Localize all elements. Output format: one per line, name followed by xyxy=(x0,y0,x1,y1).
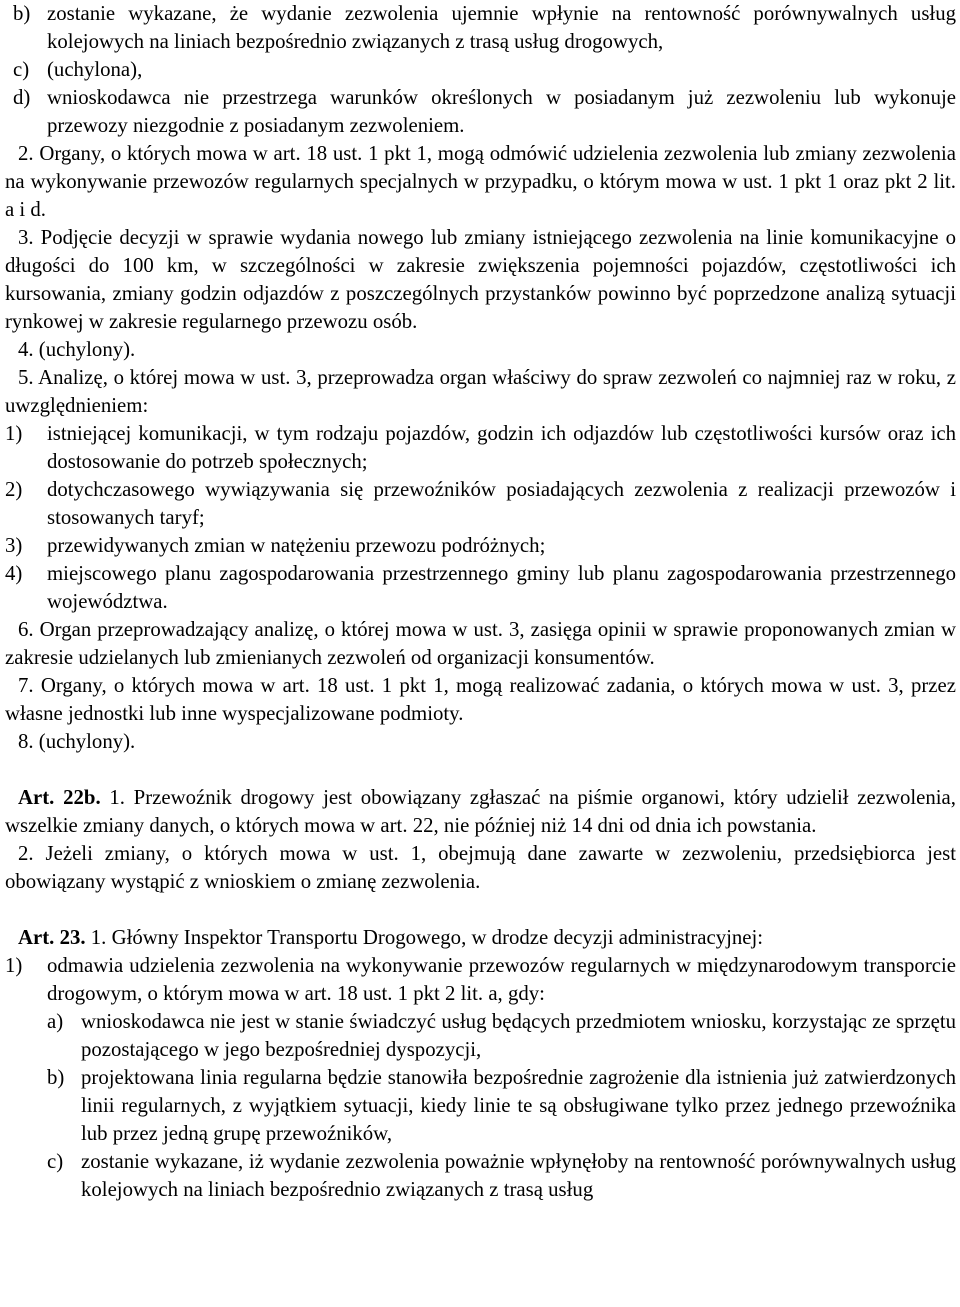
list-item-d xyxy=(5,84,956,140)
list-text: miejscowego planu zagospodarowania przestrzennego gminy lub planu zagospodarowania przestrzennego województwa. xyxy=(47,562,956,613)
list-marker: b) xyxy=(13,2,31,25)
list-text: istniejącej komunikacji, w tym rodzaju pojazdów, godzin ich odjazdów lub częstotliwości kursów oraz ich dostosowanie do potrzeb społecznych; xyxy=(47,422,956,473)
paragraph-ust7: 7. Organy, o których mowa w art. 18 ust. 1 pkt 1, mogą realizować zadania, o których mowa w ust. 3, przez własne jednostki lub inne wyspecjalizowane podmioty. xyxy=(5,674,956,725)
article-heading: Art. 22b. xyxy=(18,786,101,809)
list-marker: 1) xyxy=(5,422,23,445)
list-marker: 3) xyxy=(5,534,23,557)
list-item-c xyxy=(5,56,956,84)
list-marker: 4) xyxy=(5,562,23,585)
list-text: wnioskodawca nie jest w stanie świadczyć usług będących przedmiotem wniosku, korzystając ze sprzętu pozostającego w jego bezpośredniej dyspozycji, xyxy=(81,1010,956,1061)
article-text: 1. Główny Inspektor Transportu Drogowego, w drodze decyzji administracyjnej: xyxy=(90,926,764,949)
paragraph-ust5: 5. Analizę, o której mowa w ust. 3, przeprowadza organ właściwy do spraw zezwoleń co najmniej raz w roku, z uwzględnieniem: xyxy=(5,366,956,417)
list-text: odmawia udzielenia zezwolenia na wykonywanie przewozów regularnych w międzynarodowym transporcie drogowym, o którym mowa w art. 18 ust. 1 pkt 2 lit. a, gdy: xyxy=(47,954,956,1005)
list-text: zostanie wykazane, że wydanie zezwolenia ujemnie wpłynie na rentowność porównywalnych usług kolejowych na liniach bezpośrednio związanych z trasą usług drogowych, xyxy=(47,2,956,53)
ust5-item-4 xyxy=(5,560,956,616)
paragraph-ust2: 2. Organy, o których mowa w art. 18 ust. 1 pkt 1, mogą odmówić udzielenia zezwolenia lub zmiany zezwolenia na wykonywanie przewozów regularnych specjalnych w przypadku, o którym mowa w ust. 1 pkt 1 oraz pkt 2 lit. a i d. xyxy=(5,142,956,221)
ust5-item-1 xyxy=(5,420,956,476)
art23-letter-b xyxy=(39,1064,956,1148)
list-marker: a) xyxy=(47,1010,64,1033)
art23-letter-c xyxy=(39,1148,956,1204)
list-marker: b) xyxy=(47,1066,65,1089)
list-text: dotychczasowego wywiązywania się przewoźników posiadających zezwolenia z realizacji przewozów i stosowanych taryf; xyxy=(47,478,956,529)
article-22b-ust2: 2. Jeżeli zmiany, o których mowa w ust. 1, obejmują dane zawarte w zezwoleniu, przedsiębiorca jest obowiązany wystąpić z wnioskiem o zmianę zezwolenia. xyxy=(5,842,956,893)
list-text: przewidywanych zmian w natężeniu przewozu podróżnych; xyxy=(47,534,546,557)
list-marker: c) xyxy=(13,58,30,81)
list-marker: d) xyxy=(13,86,31,109)
list-marker: 2) xyxy=(5,478,23,501)
list-text: projektowana linia regularna będzie stanowiła bezpośrednie zagrożenie dla istnienia już zatwierdzonych linii regularnych, z wyjątkiem sytuacji, kiedy linie te są obsługiwane tylko przez jednego przewoźnika lub przez jedną grupę przewoźników, xyxy=(81,1066,956,1145)
ust5-item-3 xyxy=(5,532,956,560)
article-heading: Art. 23. xyxy=(18,926,86,949)
paragraph-ust3: 3. Podjęcie decyzji w sprawie wydania nowego lub zmiany istniejącego zezwolenia na linie komunikacyjne o długości do 100 km, w szczególności w zakresie zwiększenia pojemności pojazdów, częstotliwości ich kursowania, zmiany godzin odjazdów z poszczególnych przystanków powinno być poprzedzone analizą sytuacji rynkowej w zakresie regularnego przewozu osób. xyxy=(5,226,956,333)
art23-letter-list xyxy=(5,1008,956,1204)
art23-pkt1 xyxy=(5,952,956,1008)
paragraph-ust4: 4. (uchylony). xyxy=(18,338,136,361)
paragraph-ust6: 6. Organ przeprowadzający analizę, o której mowa w ust. 3, zasięga opinii w sprawie proponowanych zmian w zakresie udzielanych lub zmienianych zezwoleń od organizacji konsumentów. xyxy=(5,618,956,669)
list-marker: 1) xyxy=(5,954,23,977)
list-text: (uchylona), xyxy=(47,58,143,81)
art23-letter-a xyxy=(39,1008,956,1064)
list-text: zostanie wykazane, iż wydanie zezwolenia poważnie wpłynęłoby na rentowność porównywalnych usług kolejowych na liniach bezpośrednio związanych z trasą usług xyxy=(81,1150,956,1201)
article-text: 1. Przewoźnik drogowy jest obowiązany zgłaszać na piśmie organowi, który udzielił zezwolenia, wszelkie zmiany danych, o których mowa w art. 22, nie później niż 14 dni od dnia ich powstania. xyxy=(5,786,956,837)
article-23-ust1 xyxy=(5,924,956,952)
list-item-b xyxy=(5,0,956,56)
list-text: wnioskodawca nie przestrzega warunków określonych w posiadanym już zezwoleniu lub wykonuje przewozy niezgodnie z posiadanym zezwoleniem. xyxy=(47,86,956,137)
ust5-item-2 xyxy=(5,476,956,532)
list-marker: c) xyxy=(47,1150,64,1173)
paragraph-ust8: 8. (uchylony). xyxy=(18,730,136,753)
article-22b-ust1 xyxy=(5,784,956,840)
